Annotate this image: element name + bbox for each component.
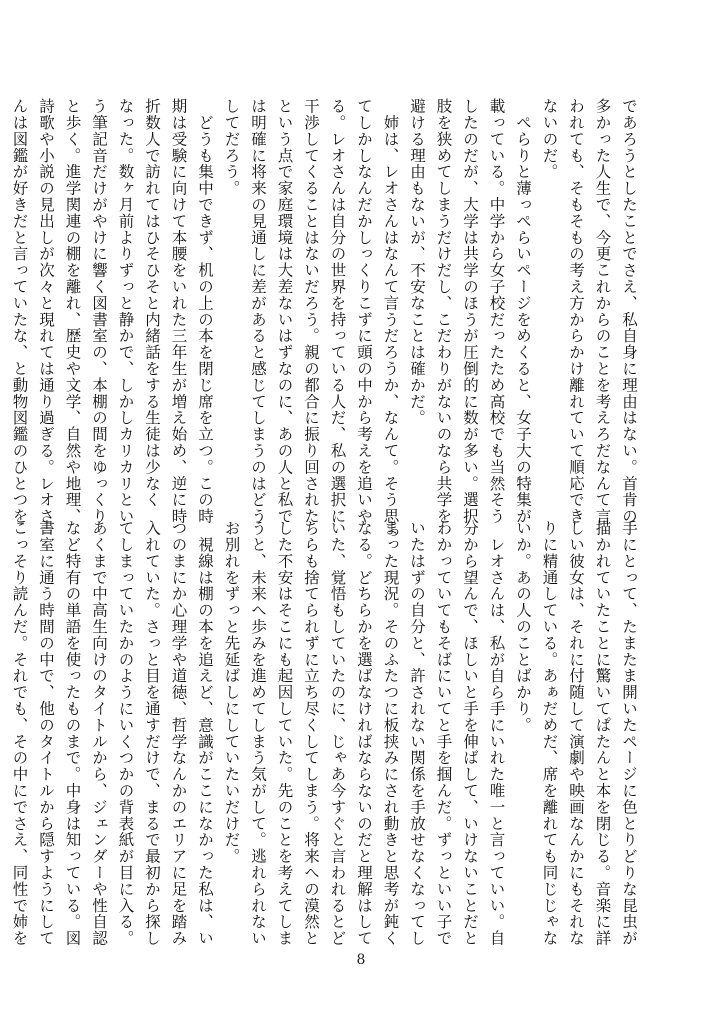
text-line: ちらも捨てられずに立ち尽くしてしまう。将来への漠然と [302,520,320,947]
text-line: んは図鑑が好きだと言っていたな、と動物図鑑のひとつを [10,98,29,525]
text-line: 折数人で訪れてはひそひそと内緒話をする生徒は少なく [143,98,161,508]
text-line: レオさんは、私が自ら手にいれた唯一と言っていい。自 [487,520,506,947]
text-line: いか。あの人のことばかり。 [514,520,532,734]
text-line: した不安はそこにも起因していた。先のことを考えてしま [275,520,294,947]
text-line: どうも集中できず、机の上の本を閉じ席を立つ。この時 [196,98,214,525]
text-line: 姉は、レオさんはなんて言うだろうか、なんて。そう思っ [381,98,400,541]
text-line: りに精通している。あぁだめだ、席を離れても同じじゃな [540,520,559,947]
text-line: まった現況。そのふたつに板挟みにされ動きと思考が鈍く [381,520,400,947]
lower-text-block [6,520,642,947]
text-line: 干渉してくることはないだろう。親の都合に振り回された [302,98,320,525]
text-line: いた、覚悟もしていたのに、じゃあ今すぐと言われるとど [328,520,347,947]
text-line: ないのだ。 [540,98,559,180]
text-line: と歩く。進学関連の棚を離れ、歴史や文学、自然や地理、 [63,98,82,525]
text-line: 載っている。中学から女子校だったため高校でも当然そう [487,98,506,525]
text-line: 詩歌や小説の見出しが次々と現れては通り過ぎる。レオさ [37,98,55,525]
text-line: うと、未来へ歩みを進めてしまう気がして。逃れられない [249,520,267,947]
text-line: 入れていた。さっと目を通すだけで、まるで最初から探し [143,520,161,947]
text-line: 期は受験に向けて本腰をいれた三年生が増え始め、逆に時 [169,98,188,525]
text-line: 書室に通う時間の中で、他のタイトルから隠すようにして [37,520,55,947]
text-line: てしかしなんだかしっくりこずに頭の中から考えを追いや [355,98,373,525]
text-line: してだろう。 [222,98,241,197]
text-line: ぺらりと薄っぺらいページをめくると、女子大の特集が [514,98,532,525]
text-line: であろうとしたことでさえ、私自身に理由はない。首肯の [620,98,638,525]
text-line: われても、そもそもの考え方からかけ離れていて順応でき [567,98,585,525]
text-line: う筆記音だけがやけに響く図書室の、本棚の間をゆっくり [90,98,108,525]
text-line: お別れをずっと先延ばしにしていたいだけだ。 [222,520,241,865]
text-line: 視線は棚の本を追えど、意識がここになかった私は、い [196,520,214,947]
text-line: という点で家庭環境は大差ないはずなのに、あの人と私で [275,98,294,525]
text-line: あくまで中高生向けのタイトルから、ジェンダーや性自認 [90,520,108,947]
upper-text-block [6,98,642,541]
text-line: 手にとって、たまたま開いたページに色とりどりな昆虫が [620,520,638,947]
text-line: わかっていてもそばにいてと手を掴んだ。ずっといい子で [434,520,453,947]
text-line: 肢を狭めてしまうだけだし、こだわりがないのなら共学を [434,98,453,525]
text-line: なる。どちらかを選ばなければならないのだと理解はして [355,520,373,947]
text-line: 避ける理由もないが、不安なことは確かだ。 [408,98,426,426]
text-line: は明確に将来の見通しに差があると感じてしまうのはどう [249,98,267,525]
text-line: る。レオさんは自分の世界を持っている人だ、私の選択に [328,98,347,525]
text-line: つのまにか心理学や道徳、哲学なんかのエリアに足を踏み [169,520,188,947]
text-line: いたはずの自分と、許されない関係を手放せなくなってし [408,520,426,947]
text-line: 分から望んで、ほしいと手を伸ばして、いけないことだと [461,520,479,947]
page-number: 8 [356,952,366,968]
text-line: てしまっていたかのようにいくつかの背表紙が目に入る。 [116,520,135,947]
text-line: こっそり読んだ。それでも、その中にでさえ、同性で姉を [10,520,29,947]
text-line: 多かった人生で、今更これからのことを考えろだなんて言 [593,98,612,525]
text-line: 描かれていたことに驚いてぱたんと本を閉じる。音楽に詳 [593,520,612,947]
text-line: しい彼女は、それに付随して演劇や映画なんかにもそれな [567,520,585,947]
text-line: など特有の単語を使ったものまで。中身は知っている。図 [63,520,82,947]
text-line: したのだが、大学は共学のほうが圧倒的に数が多い。選択 [461,98,479,525]
text-line: なった。数ヶ月前よりずっと静かで、しかしカリカリとい [116,98,135,525]
